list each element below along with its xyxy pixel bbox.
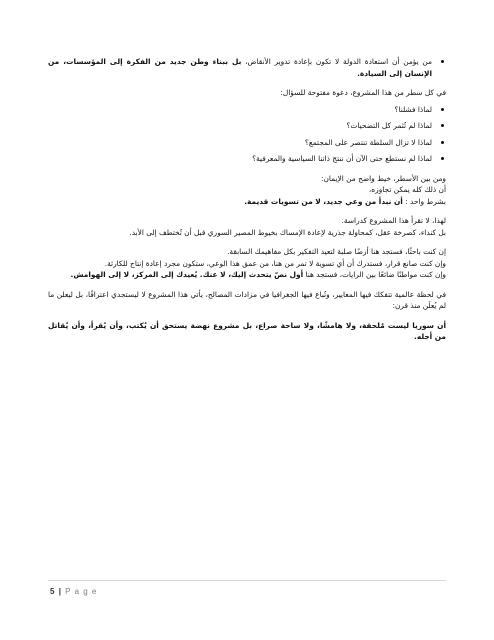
thread-condition-label: بشرط واحد : (405, 196, 446, 206)
reading-line-1: لهذا، لا تقرأ هذا المشروع كدراسة. (341, 216, 446, 225)
conditions-paragraph (48, 246, 446, 281)
thread-paragraph (48, 173, 446, 208)
page-label: P a g e (65, 587, 98, 596)
page-number: 5 (50, 587, 55, 596)
thread-line-2: أن ذلك كله يمكن تجاوزه، (368, 185, 446, 194)
conditions-line-1: إن كنت باحثًا، فستجد هنا أرضًا صلبة لتعيد التفكير بكل مفاهيمك السابقة. (227, 247, 446, 256)
thread-condition-emphasis: أن نبدأ من وعي جديد، لا من تسويات قديمة. (244, 196, 403, 206)
footer-divider (48, 580, 446, 581)
reading-paragraph (48, 215, 446, 238)
conditions-line-3 (48, 269, 446, 281)
closing-statement-text: أن سوريا ليست مُلحقة، ولا هامشًا، ولا ساحة صراع، بل مشروع نهضة يستحق أن يُكتب، وأن يُقرأ، وأن يُقاتل من أجله. (48, 320, 446, 341)
question-item: لماذا لم تُثمر كل التضحيات؟ (48, 120, 446, 132)
question-item: لماذا لا تزال السلطة تنتصر على المجتمع؟ (48, 137, 446, 149)
global-moment-paragraph: في لحظة عالمية تتفكك فيها المعايير، وتُباع فيها الجغرافيا في مزادات المصالح، يأتي هذا المشروع لا ليستجدي اعترافًا، بل ليعلن ما لم يُعلَن منذ قرن: (48, 289, 446, 310)
thread-line-1: ومن بين الأسطر، خيط واضح من الإيمان: (321, 173, 446, 183)
footer-separator: | (58, 587, 61, 596)
page-body (48, 56, 446, 343)
conditions-line-3-text: وإن كنت مواطنًا ضائعًا بين الرايات، فستجد هنا (303, 270, 446, 279)
conditions-line-3-emphasis: أول نصّ يتحدث إليك، لا عنك. يُعيدك إلى المركز، لا إلى الهوامش. (70, 270, 304, 279)
thread-line-3 (48, 196, 446, 208)
page-footer (50, 587, 97, 596)
closing-statement (48, 320, 446, 343)
question-item: لماذا لم نستطع حتى الآن أن ننتج ذاتنا السياسية والمعرفية؟ (48, 153, 446, 165)
conditions-line-2: وإن كنت صانع قرار، فستدرك أن أي تسوية لا تمر من هنا، من عمق هذا الوعي، ستكون مجرد إعادة إنتاج للكارثة. (104, 258, 446, 268)
intro-bullet (48, 56, 446, 79)
question-item: لماذا فشلنا؟ (48, 104, 446, 116)
intro-bullet-text: من يؤمن أن استعادة الدولة لا تكون بإعادة تدوير الأنقاض، (241, 57, 433, 66)
reading-line-2: بل كنداء، كصرخة عقل، كمحاولة جذرية لإعادة الإمساك بخيوط المصير السوري قبل أن تُختطف إلى الأبد. (129, 227, 446, 237)
question-intro: في كل سطر من هذا المشروع، دعوة مفتوحة للسؤال: (280, 88, 446, 97)
intro-bullet-emphasis: بل ببناء وطن جديد من الفكرة إلى المؤسسات، من الإنسان إلى السيادة. (48, 57, 432, 78)
